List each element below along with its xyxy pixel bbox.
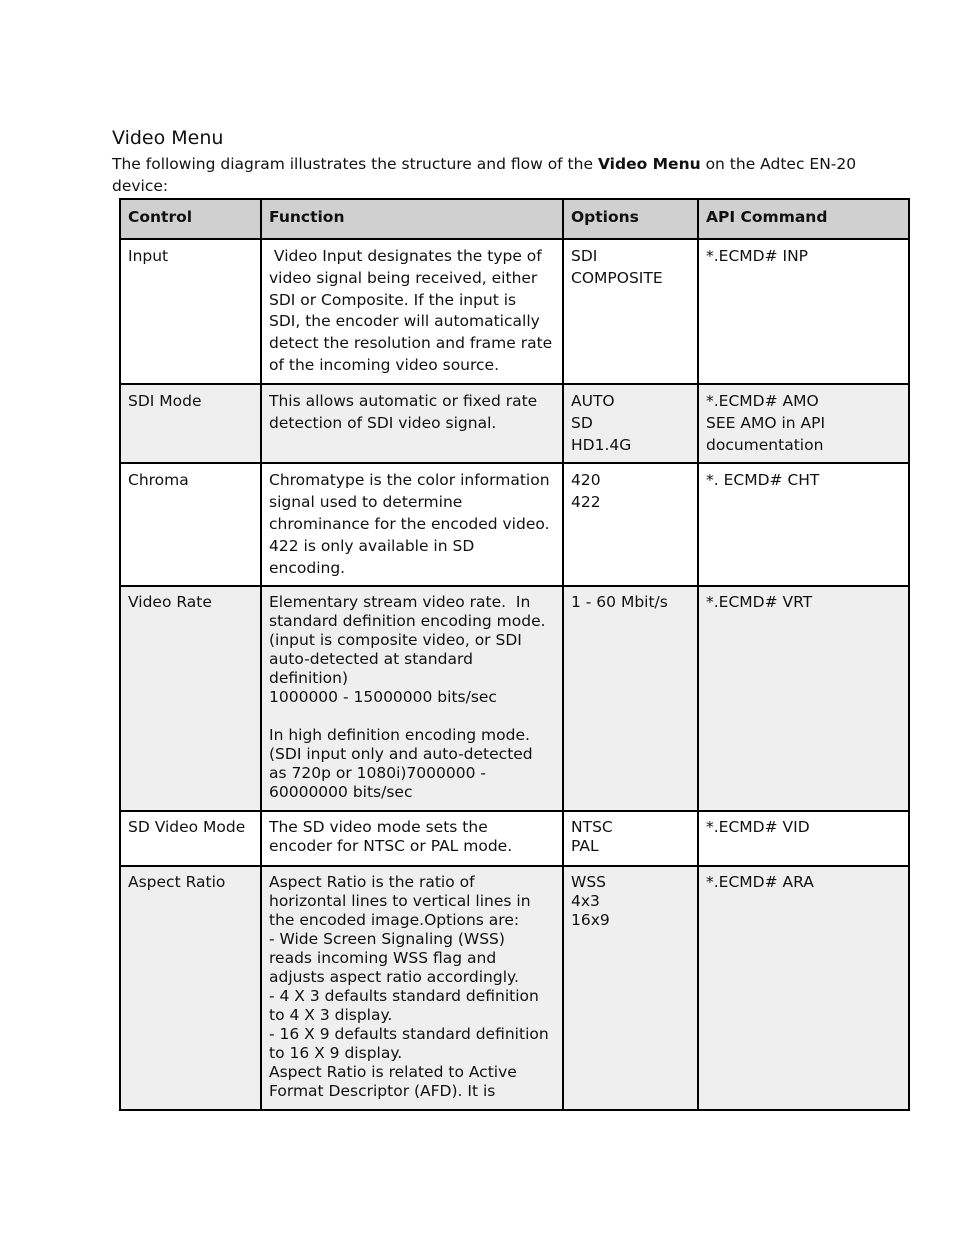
cell-options-line: SD bbox=[571, 413, 593, 432]
cell-api-command-line: *. ECMD# CHT bbox=[706, 471, 820, 490]
header-options: Options bbox=[563, 199, 698, 239]
cell-options-line: NTSC bbox=[571, 818, 613, 837]
intro-text-before: The following diagram illustrates the structure and flow of the bbox=[112, 155, 598, 173]
cell-api-command-line: SEE AMO in API bbox=[706, 413, 826, 432]
cell-options-line: SDI bbox=[571, 247, 598, 265]
table-row bbox=[120, 811, 909, 866]
cell-function-line: SDI, the encoder will automatically bbox=[269, 312, 540, 331]
table-row bbox=[120, 239, 909, 384]
cell-function bbox=[261, 586, 563, 811]
cell-control: Aspect Ratio bbox=[120, 866, 261, 1110]
cell-api-command-line: *.ECMD# AMO bbox=[706, 392, 819, 410]
video-menu-table bbox=[119, 198, 910, 1111]
cell-options bbox=[563, 586, 698, 811]
cell-function-line: the encoded image.Options are: bbox=[269, 911, 520, 930]
cell-function-line: horizontal lines to vertical lines in bbox=[269, 892, 531, 911]
cell-function-line: detection of SDI video signal. bbox=[269, 413, 497, 432]
cell-function-line: Elementary stream video rate. In bbox=[269, 593, 531, 612]
cell-function-line: standard definition encoding mode. bbox=[269, 612, 546, 631]
cell-function-line: - 16 X 9 defaults standard definition bbox=[269, 1025, 549, 1044]
cell-function-line: to 4 X 3 display. bbox=[269, 1006, 393, 1025]
cell-options-line: 422 bbox=[571, 493, 601, 512]
cell-function-line: adjusts aspect ratio accordingly. bbox=[269, 968, 519, 987]
cell-function bbox=[261, 463, 563, 586]
intro-paragraph bbox=[112, 153, 872, 197]
cell-control: Chroma bbox=[120, 463, 261, 586]
cell-control: SDI Mode bbox=[120, 384, 261, 463]
cell-function-line: of the incoming video source. bbox=[269, 355, 500, 374]
cell-function-line: auto-detected at standard bbox=[269, 650, 473, 669]
cell-function-line: chrominance for the encoded video. bbox=[269, 514, 550, 533]
cell-function-line: - Wide Screen Signaling (WSS) bbox=[269, 930, 505, 949]
cell-options-line: 4x3 bbox=[571, 892, 600, 911]
cell-function-line: Chromatype is the color information bbox=[269, 471, 550, 490]
cell-function-line: 422 is only available in SD bbox=[269, 536, 475, 555]
cell-function-line: video signal being received, either bbox=[269, 268, 538, 287]
cell-function-line: as 720p or 1080i)7000000 - bbox=[269, 764, 486, 783]
cell-options bbox=[563, 866, 698, 1110]
header-function: Function bbox=[261, 199, 563, 239]
cell-function bbox=[261, 384, 563, 463]
cell-api-command-line: *.ECMD# VRT bbox=[706, 593, 813, 612]
cell-api-command bbox=[698, 384, 909, 463]
cell-function bbox=[261, 811, 563, 866]
cell-api-command-line: *.ECMD# VID bbox=[706, 818, 810, 837]
cell-options-line: 16x9 bbox=[571, 911, 610, 930]
cell-api-command bbox=[698, 239, 909, 384]
cell-function-line: In high definition encoding mode. bbox=[269, 726, 530, 745]
cell-function-line: to 16 X 9 display. bbox=[269, 1044, 403, 1063]
cell-function-line: SDI or Composite. If the input is bbox=[269, 290, 517, 309]
header-api-command: API Command bbox=[698, 199, 909, 239]
cell-function-line: - 4 X 3 defaults standard definition bbox=[269, 987, 539, 1006]
cell-options-line: HD1.4G bbox=[571, 435, 632, 454]
cell-function-line: Aspect Ratio is related to Active bbox=[269, 1063, 517, 1082]
header-control: Control bbox=[120, 199, 261, 239]
cell-api-command bbox=[698, 811, 909, 866]
table-header-row bbox=[120, 199, 909, 239]
cell-function-line: (SDI input only and auto-detected bbox=[269, 745, 533, 764]
cell-api-command-line: *.ECMD# ARA bbox=[706, 873, 814, 892]
cell-function-line: reads incoming WSS flag and bbox=[269, 949, 497, 968]
cell-function-line: detect the resolution and frame rate bbox=[269, 334, 553, 353]
cell-api-command-line: documentation bbox=[706, 435, 824, 454]
table-row bbox=[120, 463, 909, 586]
intro-text-after: on the Adtec EN-20 device: bbox=[112, 155, 857, 195]
cell-options-line: 420 bbox=[571, 471, 601, 490]
cell-options bbox=[563, 239, 698, 384]
cell-options-line: 1 - 60 Mbit/s bbox=[571, 593, 668, 612]
cell-options-line: PAL bbox=[571, 837, 599, 856]
cell-function bbox=[261, 866, 563, 1110]
cell-options-line: COMPOSITE bbox=[571, 268, 663, 287]
cell-control: Video Rate bbox=[120, 586, 261, 811]
table-row bbox=[120, 384, 909, 463]
cell-api-command-line: *.ECMD# INP bbox=[706, 247, 809, 265]
cell-function-line: 1000000 - 15000000 bits/sec bbox=[269, 688, 497, 707]
cell-function-line: signal used to determine bbox=[269, 493, 463, 512]
cell-api-command bbox=[698, 866, 909, 1110]
table-row bbox=[120, 586, 909, 811]
cell-function-line: (input is composite video, or SDI bbox=[269, 631, 522, 650]
cell-function-line: encoder for NTSC or PAL mode. bbox=[269, 837, 513, 856]
cell-options-line: WSS bbox=[571, 873, 607, 892]
cell-options bbox=[563, 463, 698, 586]
cell-options-line: AUTO bbox=[571, 392, 615, 410]
cell-function-line bbox=[269, 707, 555, 726]
cell-options bbox=[563, 384, 698, 463]
cell-function-line: Video Input designates the type of bbox=[269, 247, 542, 265]
cell-control: Input bbox=[120, 239, 261, 384]
cell-function-line: Aspect Ratio is the ratio of bbox=[269, 873, 475, 892]
cell-api-command bbox=[698, 586, 909, 811]
cell-function-line: Format Descriptor (AFD). It is bbox=[269, 1082, 496, 1101]
intro-text-bold: Video Menu bbox=[597, 155, 701, 173]
cell-options bbox=[563, 811, 698, 866]
cell-function-line: 60000000 bits/sec bbox=[269, 783, 413, 802]
cell-function-line: definition) bbox=[269, 669, 349, 688]
table-row bbox=[120, 866, 909, 1110]
cell-control: SD Video Mode bbox=[120, 811, 261, 866]
cell-function-line: The SD video mode sets the bbox=[269, 818, 488, 837]
cell-function-line: This allows automatic or fixed rate bbox=[269, 392, 538, 410]
cell-api-command bbox=[698, 463, 909, 586]
cell-function-line: encoding. bbox=[269, 558, 346, 577]
cell-function bbox=[261, 239, 563, 384]
section-heading: Video Menu bbox=[112, 127, 224, 149]
